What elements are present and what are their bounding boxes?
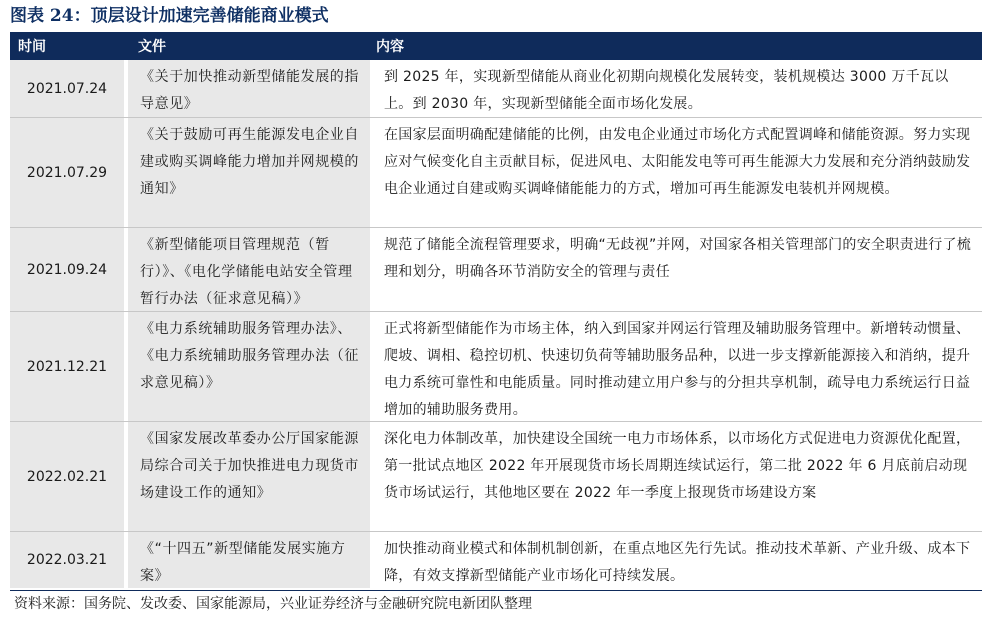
row-document: 《关于加快推动新型储能发展的指导意见》: [128, 60, 370, 117]
table-row: [10, 118, 982, 228]
header-document: 文件: [138, 39, 166, 55]
row-document: 《“十四五”新型储能发展实施方案》: [128, 532, 370, 588]
row-document: 《国家发展改革委办公厅国家能源局综合司关于加快推进电力现货市场建设工作的通知》: [128, 422, 370, 531]
row-content: 规范了储能全流程管理要求，明确“无歧视”并网，对国家各相关管理部门的安全职责进行了梳理和划分，明确各环节消防安全的管理与责任: [384, 237, 972, 280]
row-date: 2022.02.21: [10, 422, 124, 531]
table-row: [10, 60, 982, 118]
header-date: 时间: [18, 39, 46, 55]
source-note: 资料来源：国务院、发改委、国家能源局，兴业证券经济与金融研究院电新团队整理: [14, 596, 532, 612]
row-document: 《关于鼓励可再生能源发电企业自建或购买调峰能力增加并网规模的通知》: [128, 118, 370, 227]
policy-table: [10, 32, 982, 588]
row-document: 《新型储能项目管理规范（暂行）》、《电化学储能电站安全管理暂行办法（征求意见稿）》: [128, 228, 370, 311]
row-content: 正式将新型储能作为市场主体，纳入到国家并网运行管理及辅助服务管理中。新增转动惯量、爬坡、调相、稳控切机、快速切负荷等辅助服务品种，以进一步支撑新能源接入和消纳，提升电力系统可靠性和电能质量。同时推动建立用户参与的分担共享机制，疏导电力系统运行日益增加的辅助服务费用。: [384, 321, 971, 418]
row-date: 2021.12.21: [10, 312, 124, 421]
row-document: 《电力系统辅助服务管理办法》、《电力系统辅助服务管理办法（征求意见稿）》: [128, 312, 370, 421]
row-date: 2021.09.24: [10, 228, 124, 311]
row-content: 到 2025 年，实现新型储能从商业化初期向规模化发展转变，装机规模达 3000 万千瓦以上。到 2030 年，实现新型储能全面市场化发展。: [384, 69, 949, 112]
row-date: 2022.03.21: [10, 532, 124, 588]
row-date: 2021.07.29: [10, 118, 124, 227]
table-row: [10, 422, 982, 532]
table-row: [10, 532, 982, 588]
footer-divider: [10, 590, 982, 591]
figure-title: 图表 24：顶层设计加速完善储能商业模式: [10, 6, 329, 26]
header-content: 内容: [376, 39, 404, 55]
row-date: 2021.07.24: [10, 60, 124, 117]
row-content: 深化电力体制改革，加快建设全国统一电力市场体系，以市场化方式促进电力资源优化配置，第一批试点地区 2022 年开展现货市场长周期连续试运行，第二批 2022 年 6 月底前启动现货市场试运行，其他地区要在 2022 年一季度上报现货市场建设方案: [384, 431, 971, 501]
table-header: [10, 32, 982, 60]
table-row: [10, 228, 982, 312]
row-content: 在国家层面明确配建储能的比例，由发电企业通过市场化方式配置调峰和储能资源。努力实现应对气候变化自主贡献目标，促进风电、太阳能发电等可再生能源大力发展和充分消纳鼓励发电企业通过自建或购买调峰储能能力的方式，增加可再生能源发电装机并网规模。: [384, 127, 971, 197]
row-content: 加快推动商业模式和体制机制创新，在重点地区先行先试。推动技术革新、产业升级、成本下降，有效支撑新型储能产业市场化可持续发展。: [384, 541, 971, 584]
table-row: [10, 312, 982, 422]
